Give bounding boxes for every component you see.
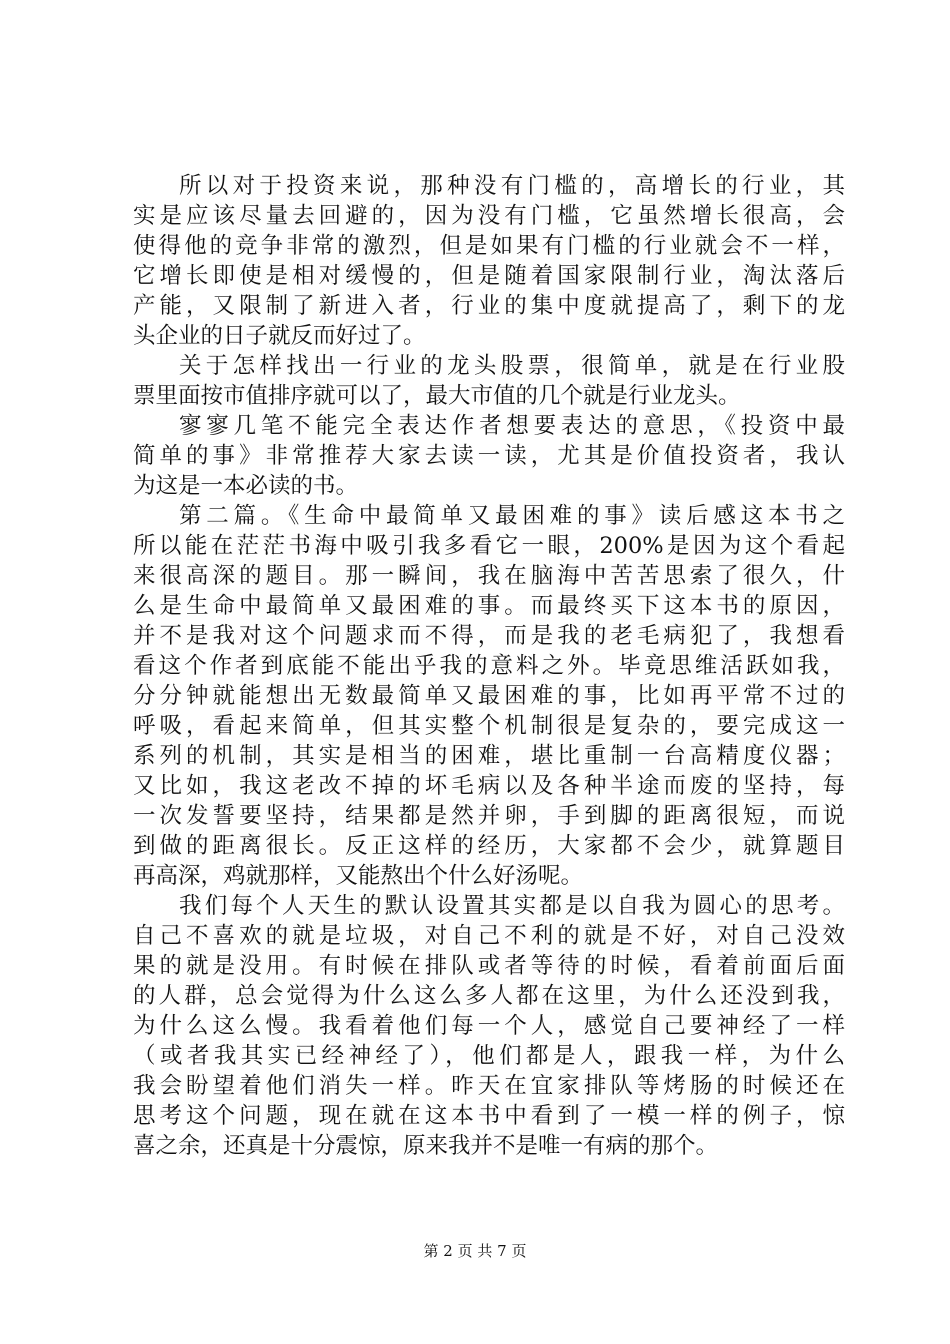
page-number-footer: 第 2 页 共 7 页 xyxy=(423,1242,527,1260)
text-line: 寥寥几笔不能完全表达作者想要表达的意思，《投资中最 xyxy=(179,413,845,439)
text-line: 票里面按市值排序就可以了，最大市值的几个就是行业龙头。 xyxy=(133,383,741,409)
text-line: 我会盼望着他们消失一样。昨天在宜家排队等烤肠的时候还在 xyxy=(133,1073,845,1099)
text-line: 来很高深的题目。那一瞬间，我在脑海中苦苦思索了很久，什 xyxy=(133,563,845,589)
text-line: （或者我其实已经神经了），他们都是人，跟我一样，为什么 xyxy=(133,1043,845,1069)
text-line: 并不是我对这个问题求而不得，而是我的老毛病犯了，我想看 xyxy=(133,623,845,649)
text-line: 又比如，我这老改不掉的坏毛病以及各种半途而废的坚持，每 xyxy=(133,773,845,799)
paragraph-1 xyxy=(133,171,845,351)
text-line: 一次发誓要坚持，结果都是然并卵，手到脚的距离很短，而说 xyxy=(133,803,845,829)
text-line: 果的就是没用。有时候在排队或者等待的时候，看着前面后面 xyxy=(133,953,845,979)
text-line: 的人群，总会觉得为什么这么多人都在这里，为什么还没到我， xyxy=(133,983,845,1009)
text-line: 使得他的竞争非常的激烈，但是如果有门槛的行业就会不一样， xyxy=(133,233,845,259)
text-line: 实是应该尽量去回避的，因为没有门槛，它虽然增长很高，会 xyxy=(133,203,845,229)
text-line: 所以对于投资来说，那种没有门槛的，高增长的行业，其 xyxy=(179,173,845,199)
text-line: 到做的距离很长。反正这样的经历，大家都不会少，就算题目 xyxy=(133,833,845,859)
text-line: 我们每个人天生的默认设置其实都是以自我为圆心的思考。 xyxy=(179,893,845,919)
text-line: 为这是一本必读的书。 xyxy=(133,473,359,499)
text-line: 关于怎样找出一行业的龙头股票，很简单，就是在行业股 xyxy=(179,353,845,379)
text-line: 分分钟就能想出无数最简单又最困难的事，比如再平常不过的 xyxy=(133,683,845,709)
text-line: 第二篇。《生命中最简单又最困难的事》读后感这本书之 xyxy=(179,503,845,529)
document-body xyxy=(133,171,845,1161)
text-line: 喜之余，还真是十分震惊，原来我并不是唯一有病的那个。 xyxy=(133,1133,719,1159)
text-line: 自己不喜欢的就是垃圾，对自己不利的就是不好，对自己没效 xyxy=(133,923,845,949)
text-line: 头企业的日子就反而好过了。 xyxy=(133,323,426,349)
text-line: 所以能在茫茫书海中吸引我多看它一眼，200%是因为这个看起 xyxy=(133,533,845,559)
paragraph-3 xyxy=(133,411,845,501)
text-line: 么是生命中最简单又最困难的事。而最终买下这本书的原因， xyxy=(133,593,845,619)
text-line: 产能，又限制了新进入者，行业的集中度就提高了，剩下的龙 xyxy=(133,293,845,319)
text-line: 呼吸，看起来简单，但其实整个机制很是复杂的，要完成这一 xyxy=(133,713,845,739)
text-line: 它增长即使是相对缓慢的，但是随着国家限制行业，淘汰落后 xyxy=(133,263,845,289)
paragraph-5 xyxy=(133,891,845,1161)
paragraph-2 xyxy=(133,351,845,411)
text-line: 再高深，鸡就那样，又能熬出个什么好汤呢。 xyxy=(133,863,584,889)
paragraph-4 xyxy=(133,501,845,891)
text-line: 为什么这么慢。我看着他们每一个人，感觉自己要神经了一样 xyxy=(133,1013,845,1039)
text-line: 看这个作者到底能不能出乎我的意料之外。毕竟思维活跃如我， xyxy=(133,653,845,679)
text-line: 简单的事》非常推荐大家去读一读，尤其是价值投资者，我认 xyxy=(133,443,845,469)
text-line: 思考这个问题，现在就在这本书中看到了一模一样的例子，惊 xyxy=(133,1103,845,1129)
text-line: 系列的机制，其实是相当的困难，堪比重制一台高精度仪器； xyxy=(133,743,845,769)
